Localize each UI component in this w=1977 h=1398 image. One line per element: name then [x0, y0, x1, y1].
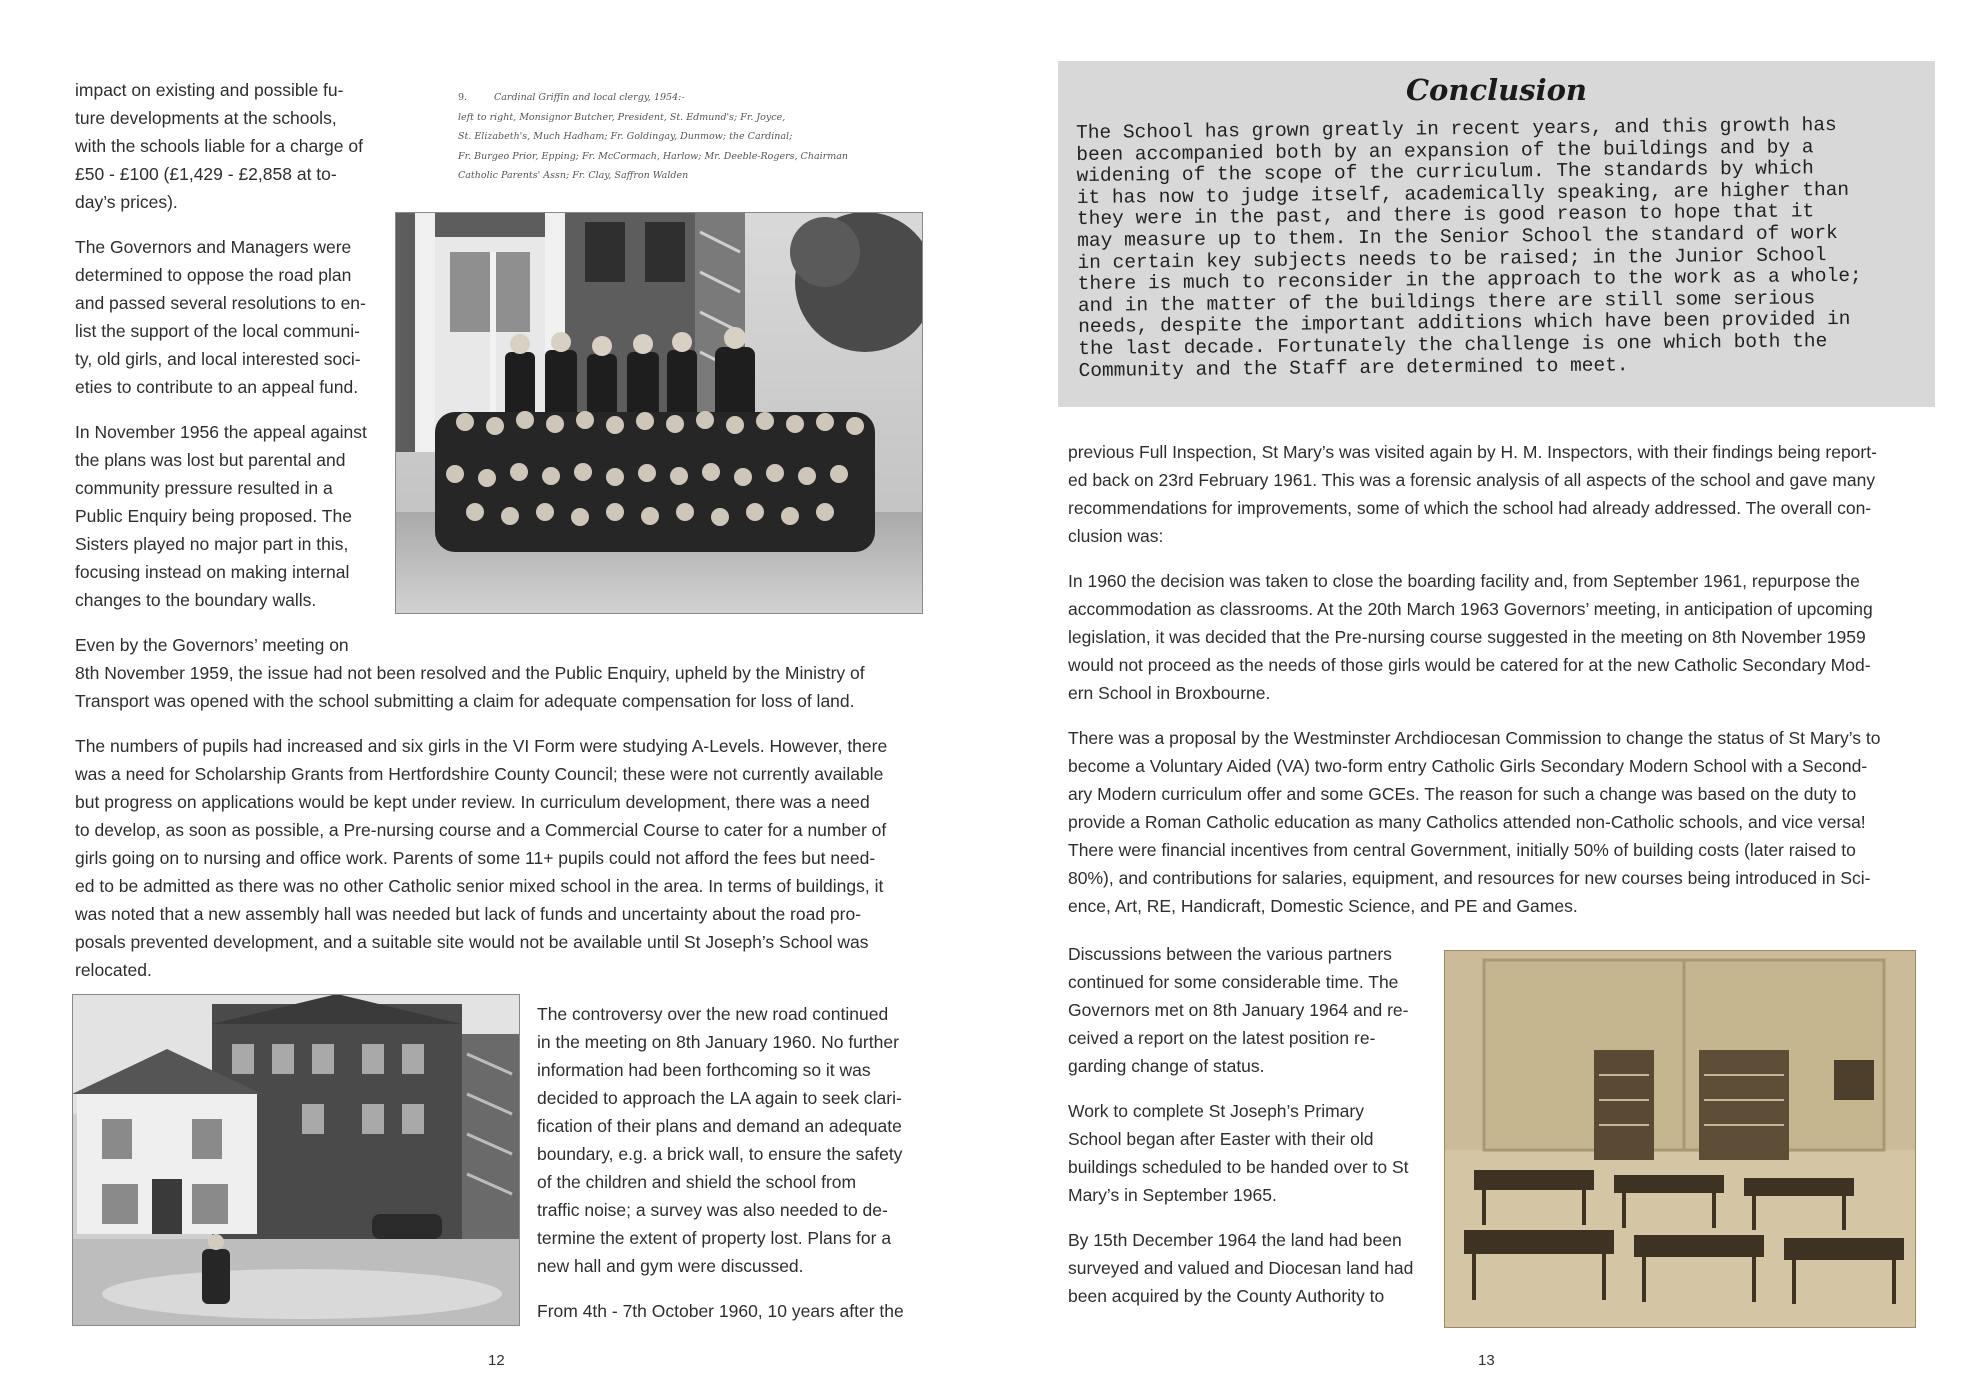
clergy-group-photo — [395, 212, 923, 614]
text-line: would not proceed as the needs of those girls would be catered for at the new Catholic Secondary Mod- — [1068, 655, 1871, 675]
text-line: boundary, e.g. a brick wall, to ensure the safety — [537, 1144, 903, 1164]
text-line: the plans was lost but parental and — [75, 450, 346, 470]
paragraph — [75, 233, 395, 401]
text-line: relocated. — [75, 960, 152, 980]
text-line: changes to the boundary walls. — [75, 590, 317, 610]
text-line: In November 1956 the appeal against — [75, 422, 367, 442]
photo-caption — [458, 88, 878, 186]
text-line: information had been forthcoming so it was — [537, 1060, 871, 1080]
text-line: School began after Easter with their old — [1068, 1129, 1374, 1149]
conclusion-line: they were in the past, and there is good reason to hope that it — [1076, 200, 1815, 231]
conclusion-line: The School has grown greatly in recent years, and this growth has — [1075, 114, 1837, 144]
conclusion-line: it has now to judge itself, academically speaking, are higher than — [1076, 178, 1850, 209]
paragraph — [1068, 940, 1438, 1080]
conclusion-line: widening of the scope of the curriculum. The standards by which — [1076, 157, 1814, 188]
paragraph — [1068, 1226, 1438, 1310]
text-line: 80%), and contributions for salaries, equipment, and resources for new courses being introduced in Sci- — [1068, 868, 1871, 888]
text-line: recommendations for improvements, some of which the school had already addressed. The overall con- — [1068, 498, 1872, 518]
text-line: £50 - £100 (£1,429 - £2,858 at to- — [75, 164, 337, 184]
text-line: termine the extent of property lost. Plans for a — [537, 1228, 892, 1248]
text-line: but progress on applications would be kept under review. In curriculum development, there was a need — [75, 792, 870, 812]
left-full-width-text — [75, 631, 925, 1001]
conclusion-line: and in the matter of the buildings there are still some serious — [1077, 287, 1816, 317]
text-line: 8th November 1959, the issue had not been resolved and the Public Enquiry, upheld by the Ministry of — [75, 663, 865, 683]
conclusion-title: Conclusion — [1405, 73, 1588, 107]
text-line: ence, Art, RE, Handicraft, Domestic Science, and PE and Games. — [1068, 896, 1578, 916]
text-line: There were financial incentives from central Government, initially 50% of building costs (later raised to — [1068, 840, 1856, 860]
text-line: Even by the Governors’ meeting on — [75, 635, 349, 655]
text-line: By 15th December 1964 the land had been — [1068, 1230, 1402, 1250]
caption-line: left to right, Monsignor Butcher, President, St. Edmund's; Fr. Joyce, — [458, 111, 786, 123]
text-line: The Governors and Managers were — [75, 237, 352, 257]
paragraph — [1068, 724, 1918, 920]
text-line: ed to be admitted as there was no other Catholic senior mixed school in the area. In terms of buildings, it — [75, 876, 884, 896]
text-line: and passed several resolutions to en- — [75, 293, 366, 313]
text-line: eties to contribute to an appeal fund. — [75, 377, 359, 397]
left-column-bottom-text — [537, 1000, 927, 1342]
text-line: ture developments at the schools, — [75, 108, 337, 128]
paragraph — [75, 76, 395, 216]
conclusion-scan — [1058, 61, 1935, 407]
text-line: previous Full Inspection, St Mary’s was visited again by H. M. Inspectors, with their findings being report- — [1068, 442, 1877, 462]
text-line: with the schools liable for a charge of — [75, 136, 363, 156]
text-line: Transport was opened with the school submitting a claim for adequate compensation for loss of land. — [75, 691, 855, 711]
caption-line: St. Elizabeth's, Much Hadham; Fr. Goldingay, Dunmow; the Cardinal; — [458, 131, 793, 142]
text-line: clusion was: — [1068, 526, 1164, 546]
text-line: fication of their plans and demand an adequate — [537, 1116, 902, 1136]
text-line: become a Voluntary Aided (VA) two-form entry Catholic Girls Secondary Modern School with a Second- — [1068, 756, 1868, 776]
conclusion-line: in certain key subjects needs to be raised; in the Junior School — [1077, 243, 1827, 274]
caption-line: Catholic Parents' Assn; Fr. Clay, Saffron Walden — [458, 170, 689, 181]
school-building-photo — [72, 994, 520, 1326]
text-line: been acquired by the County Authority to — [1068, 1286, 1385, 1306]
paragraph — [75, 631, 925, 715]
text-line: new hall and gym were discussed. — [537, 1256, 804, 1276]
conclusion-line: been accompanied both by an expansion of the buildings and by a — [1076, 135, 1814, 166]
paragraph — [537, 1297, 927, 1325]
text-line: determined to oppose the road plan — [75, 265, 352, 285]
text-line: ed back on 23rd February 1961. This was a forensic analysis of all aspects of the school and gave many — [1068, 470, 1876, 490]
paragraph — [1068, 1097, 1438, 1209]
paragraph — [537, 1000, 927, 1280]
text-line: in the meeting on 8th January 1960. No further — [537, 1032, 899, 1052]
text-line: girls going on to nursing and office work. Parents of some 11+ pupils could not afford the fees but need- — [75, 848, 876, 868]
text-line: Work to complete St Joseph’s Primary — [1068, 1101, 1364, 1121]
text-line: continued for some considerable time. The — [1068, 972, 1399, 992]
text-line: list the support of the local communi- — [75, 321, 360, 341]
text-line: day’s prices). — [75, 192, 178, 212]
paragraph — [1068, 567, 1918, 707]
caption-line: Fr. Burgeo Prior, Epping; Fr. McCormach, Harlow; Mr. Deeble-Rogers, Chairman — [458, 150, 848, 162]
right-full-width-text — [1068, 438, 1918, 937]
paragraph — [75, 418, 395, 614]
text-line: The controversy over the new road continued — [537, 1004, 889, 1024]
text-line: ty, old girls, and local interested soci- — [75, 349, 361, 369]
text-line: community pressure resulted in a — [75, 478, 333, 498]
text-line: garding change of status. — [1068, 1056, 1265, 1076]
text-line: surveyed and valued and Diocesan land had — [1068, 1258, 1414, 1278]
text-line: was noted that a new assembly hall was needed but lack of funds and uncertainty about the road pro- — [75, 904, 862, 924]
text-line: There was a proposal by the Westminster Archdiocesan Commission to change the status of St Mary’s to — [1068, 728, 1881, 748]
text-line: Public Enquiry being proposed. The — [75, 506, 352, 526]
conclusion-body — [1076, 114, 1924, 382]
conclusion-line: the last decade. Fortunately the challenge is one which both the — [1078, 330, 1828, 360]
right-column-text — [1068, 940, 1438, 1327]
clergy-group-photo-image — [395, 212, 923, 614]
classroom-photo-image — [1444, 950, 1916, 1328]
page-number-left: 12 — [488, 1352, 505, 1369]
text-line: ary Modern curriculum offer and some GCEs. The reason for such a change was based on the duty to — [1068, 784, 1857, 804]
text-line: Mary’s in September 1965. — [1068, 1185, 1277, 1205]
paragraph — [1068, 438, 1918, 550]
text-line: provide a Roman Catholic education as many Catholics attended non-Catholic schools, and vice versa! — [1068, 812, 1866, 832]
text-line: legislation, it was decided that the Pre-nursing course suggested in the meeting on 8th November 1959 — [1068, 627, 1866, 647]
text-line: accommodation as classrooms. At the 20th March 1963 Governors’ meeting, in anticipation of upcoming — [1068, 599, 1873, 619]
conclusion-line: Community and the Staff are determined to meet. — [1078, 353, 1629, 382]
conclusion-line: needs, despite the important additions which have been provided in — [1078, 308, 1851, 339]
caption-line: Cardinal Griffin and local clergy, 1954:- — [494, 92, 685, 103]
text-line: ceived a report on the latest position re- — [1068, 1028, 1376, 1048]
text-line: posals prevented development, and a suitable site would not be available until St Joseph’s School was — [75, 932, 869, 952]
paragraph — [75, 732, 925, 984]
text-line: impact on existing and possible fu- — [75, 80, 344, 100]
text-line: of the children and shield the school from — [537, 1172, 857, 1192]
text-line: In 1960 the decision was taken to close the boarding facility and, from September 1961, repurpose the — [1068, 571, 1860, 591]
text-line: From 4th - 7th October 1960, 10 years after the — [537, 1301, 904, 1321]
text-line: The numbers of pupils had increased and six girls in the VI Form were studying A-Levels. However, there — [75, 736, 888, 756]
text-line: Discussions between the various partners — [1068, 944, 1392, 964]
classroom-photo — [1444, 950, 1916, 1328]
left-column-top-text — [75, 76, 395, 631]
text-line: Sisters played no major part in this, — [75, 534, 349, 554]
left-page — [0, 0, 988, 1398]
text-line: to develop, as soon as possible, a Pre-nursing course and a Commercial Course to cater for a number of — [75, 820, 887, 840]
text-line: focusing instead on making internal — [75, 562, 350, 582]
text-line: decided to approach the LA again to seek clari- — [537, 1088, 902, 1108]
school-building-photo-image — [72, 994, 520, 1326]
text-line: ern School in Broxbourne. — [1068, 683, 1271, 703]
text-line: Governors met on 8th January 1964 and re- — [1068, 1000, 1409, 1020]
page-number-right: 13 — [1478, 1352, 1495, 1369]
caption-number: 9. — [458, 92, 468, 103]
text-line: buildings scheduled to be handed over to St — [1068, 1157, 1409, 1177]
caption-lines — [458, 92, 848, 181]
conclusion-line: may measure up to them. In the Senior School the standard of work — [1077, 221, 1838, 252]
text-line: was a need for Scholarship Grants from Hertfordshire County Council; these were not currently available — [75, 764, 884, 784]
text-line: traffic noise; a survey was also needed to de- — [537, 1200, 888, 1220]
conclusion-line: there is much to reconsider in the approach to the work as a whole; — [1077, 264, 1862, 296]
